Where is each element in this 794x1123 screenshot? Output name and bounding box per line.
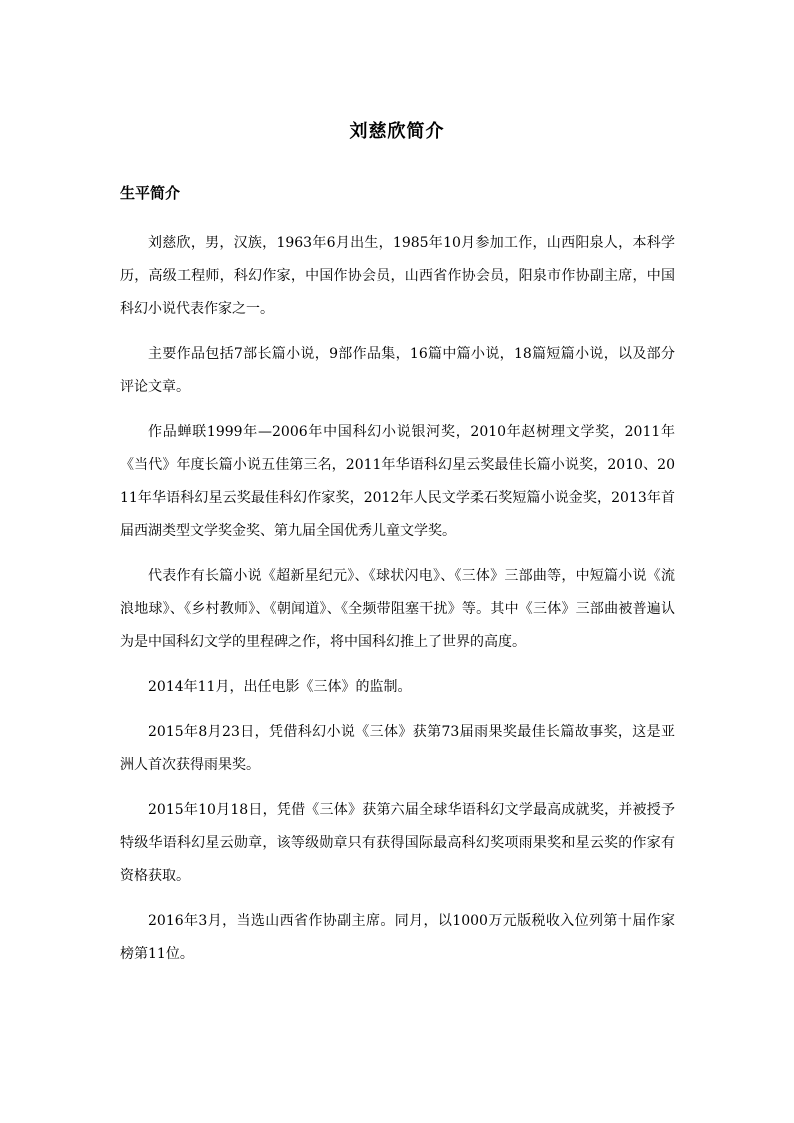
paragraph-works: 主要作品包括7部长篇小说，9部作品集，16篇中篇小说，18篇短篇小说，以及部分评论文章。 [120, 346, 675, 395]
page-title: 刘慈欣简介 [349, 121, 445, 142]
paragraph-awards: 作品蝉联1999年—2006年中国科幻小说银河奖，2010年赵树理文学奖，2011年《当代》年度长篇小说五佳第三名，2011年华语科幻星云奖最佳长篇小说奖，2010、2011年华语科幻星云奖最佳科幻作家奖，2012年人民文学柔石奖短篇小说金奖，2013年首届西湖类型文学奖金奖、第九届全国优秀儿童文学奖。 [120, 424, 675, 539]
paragraph-intro: 刘慈欣，男，汉族，1963年6月出生，1985年10月参加工作，山西阳泉人，本科学历，高级工程师，科幻作家，中国作协会员，山西省作协会员，阳泉市作协副主席，中国科幻小说代表作家之一。 [120, 235, 675, 317]
paragraph-2016: 2016年3月，当选山西省作协副主席。同月，以1000万元版税收入位列第十届作家榜第11位。 [120, 913, 675, 962]
paragraph-2015-nebula: 2015年10月18日，凭借《三体》获第六届全球华语科幻文学最高成就奖，并被授予特级华语科幻星云勋章，该等级勋章只有获得国际最高科幻奖项雨果奖和星云奖的作家有资格获取。 [120, 802, 675, 884]
paragraph-representative-works: 代表作有长篇小说《超新星纪元》、《球状闪电》、《三体》三部曲等，中短篇小说《流浪地球》、《乡村教师》、《朝闻道》、《全频带阻塞干扰》等。其中《三体》三部曲被普遍认为是中国科幻文学的里程碑之作，将中国科幻推上了世界的高度。 [120, 568, 675, 650]
document-body [120, 227, 675, 983]
paragraph-2015-hugo: 2015年8月23日，凭借科幻小说《三体》获第73届雨果奖最佳长篇故事奖，这是亚洲人首次获得雨果奖。 [120, 724, 675, 773]
section-heading: 生平简介 [120, 184, 181, 202]
paragraph-2014: 2014年11月，出任电影《三体》的监制。 [148, 679, 412, 695]
